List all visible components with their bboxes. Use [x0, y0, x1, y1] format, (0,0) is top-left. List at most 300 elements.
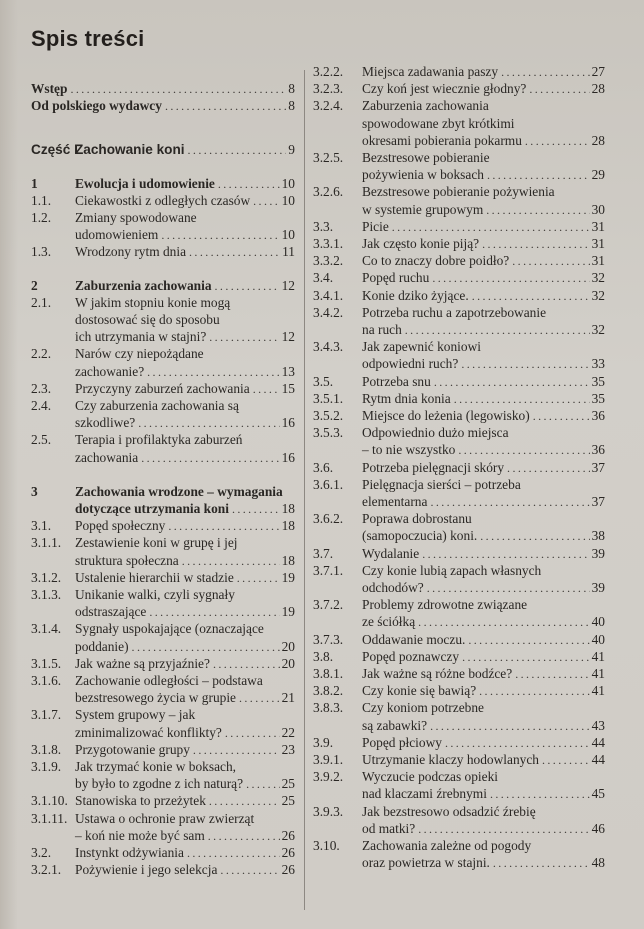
toc-entry-number: 3.5.3. [313, 425, 344, 441]
toc-entry-title: – koń nie może być sam [75, 827, 205, 843]
toc-entry-number: 3.2.6. [313, 184, 344, 200]
toc-page-number: 27 [591, 64, 605, 79]
toc-entry-title: dostosować się do sposobu [75, 311, 220, 327]
dot-leader [472, 288, 590, 305]
toc-entry-title: Stanowiska to przeżytek [75, 793, 206, 809]
toc-page-number: 23 [281, 741, 295, 757]
toc-page-number: 37 [591, 459, 605, 475]
dot-leader [454, 391, 590, 408]
toc-entry [313, 235, 605, 252]
dot-leader [209, 329, 279, 346]
toc-entry-title: System grupowy – jak [75, 707, 196, 723]
toc-entry-number: 3.7.2. [313, 597, 344, 613]
toc-page-number: 39 [591, 579, 605, 595]
dot-leader [213, 656, 280, 673]
toc-entry-title: okresami pobierania pokarmu [362, 132, 522, 148]
toc-entry-title: odstraszające [75, 604, 147, 620]
dot-leader [232, 501, 280, 518]
toc-entry-number: 1.2. [31, 210, 52, 225]
page-edge-shadow [0, 0, 18, 929]
toc-entry [313, 373, 605, 390]
toc-entry [313, 407, 605, 424]
toc-entry-title: Czy konie się bawią? [362, 683, 477, 699]
toc-entry [313, 665, 605, 682]
toc-entry [313, 338, 605, 372]
toc-entry-title: Narów czy niepożądane [75, 346, 204, 362]
toc-entry-title: Poprawa dobrostanu [362, 511, 472, 527]
dot-leader [482, 236, 589, 253]
dot-leader [430, 494, 589, 511]
toc-page-number: 13 [281, 363, 295, 379]
dot-leader [432, 270, 589, 287]
dot-leader [182, 553, 280, 570]
toc-entry [313, 837, 605, 871]
toc-entry-title: – to nie wszystko [362, 442, 456, 458]
toc-page-number: 19 [281, 604, 295, 620]
dot-leader [141, 450, 279, 467]
dot-leader [246, 776, 280, 793]
dot-leader [253, 193, 279, 210]
dot-leader [430, 718, 590, 735]
toc-entry-title: Ewolucja i udomowienie [75, 175, 215, 191]
toc-page-number: 29 [591, 167, 605, 183]
toc-entry-number: Część I [31, 142, 78, 158]
column-divider [304, 70, 305, 910]
toc-entry-number: 3.7. [313, 545, 334, 561]
toc-entry-title: zachowanie? [75, 363, 145, 379]
dot-leader [434, 374, 590, 391]
toc-entry [31, 534, 295, 568]
toc-entry-number: 3.1.4. [31, 621, 62, 637]
toc-entry-title: w systemie grupowym [362, 201, 484, 217]
toc-entry-number: 3.1.8. [31, 741, 62, 757]
toc-entry-title: zachowania [75, 449, 139, 465]
dot-leader [161, 227, 279, 244]
toc-page-number: 20 [281, 638, 295, 654]
toc-entry [313, 596, 605, 630]
dot-leader [209, 793, 280, 810]
toc-page-number: 35 [591, 390, 605, 406]
toc-entry-title: Sygnały uspokajające (oznaczające [75, 621, 264, 637]
toc-entry-number: 3.1.5. [31, 655, 62, 671]
dot-leader [138, 415, 279, 432]
toc-page-number: 20 [281, 655, 295, 671]
toc-entry-title: Popęd społeczny [75, 518, 166, 534]
dot-leader [253, 381, 280, 398]
toc-entry-number: 1 [31, 175, 38, 191]
toc-entry-title: struktura społeczna [75, 552, 179, 568]
dot-leader [480, 528, 589, 545]
toc-entry-number: 3.9. [313, 734, 334, 750]
dot-leader [422, 546, 589, 563]
toc-entry [313, 218, 605, 235]
toc-page-number: 18 [281, 552, 295, 568]
toc-entry-title: odchodów? [362, 579, 424, 595]
toc-entry [313, 648, 605, 665]
toc-entry-title: Wstęp [31, 81, 68, 96]
toc-entry [31, 243, 295, 260]
toc-entry-number: 3.9.2. [313, 769, 344, 785]
toc-entry-title: Potrzeba ruchu a zapotrzebowanie [362, 304, 547, 320]
toc-entry [313, 699, 605, 733]
dot-leader [189, 244, 280, 261]
toc-page-number: 38 [591, 528, 605, 544]
toc-entry [31, 192, 295, 209]
toc-entry-title: Wydalanie [362, 545, 420, 561]
toc-entry [31, 97, 295, 114]
toc-entry [313, 459, 605, 476]
toc-entry-number: 3.1. [31, 518, 52, 534]
dot-leader [458, 442, 589, 459]
toc-entry [313, 562, 605, 596]
toc-entry-title: Zaburzenia zachowania [362, 98, 489, 114]
toc-page-number: 19 [281, 569, 295, 585]
toc-entry-title: Ustalenie hierarchii w stadzie [75, 569, 234, 585]
toc-entry [31, 586, 295, 620]
toc-entry-title: Miejsce do leżenia (legowisko) [362, 408, 530, 423]
toc-entry-number: 3.8.2. [313, 683, 344, 699]
toc-entry-title: pożywienia w boksach [362, 167, 484, 183]
toc-entry [313, 97, 605, 149]
toc-entry [31, 758, 295, 792]
toc-entry [313, 734, 605, 751]
toc-entry-title: Zachowanie odległości – podstawa [75, 673, 263, 688]
dot-leader [501, 64, 590, 81]
toc-page-number: 41 [591, 648, 605, 664]
toc-page-number: 44 [591, 752, 605, 767]
dot-leader [515, 666, 589, 683]
toc-entry-number: 3.8.3. [313, 700, 344, 716]
toc-entry [313, 682, 605, 699]
toc-entry [31, 741, 295, 758]
toc-entry-title: Czy konie lubią zapach własnych [362, 562, 542, 578]
dot-leader [239, 690, 280, 707]
toc-entry [313, 304, 605, 338]
toc-entry [313, 80, 605, 97]
toc-entry-title: Zestawienie koni w grupę i jej [75, 535, 238, 551]
dot-leader [165, 98, 286, 115]
toc-entry [31, 431, 295, 465]
toc-page-number: 10 [281, 175, 295, 191]
toc-page-number: 18 [281, 500, 295, 516]
toc-entry-number: 3.8. [313, 648, 334, 664]
toc-entry-title: odpowiedni ruch? [362, 356, 459, 372]
toc-entry-number: 3.1.11. [31, 810, 68, 826]
dot-leader [208, 828, 280, 845]
toc-entry-number: 3.2.4. [313, 98, 344, 114]
dot-leader [168, 518, 279, 535]
toc-entry [313, 803, 605, 837]
toc-entry [313, 252, 605, 269]
toc-entry-title: Jak ważne są różne bodźce? [362, 666, 513, 681]
toc-entry-title: Potrzeba pielęgnacji skóry [362, 459, 505, 475]
toc-entry [313, 269, 605, 286]
toc-page-number: 43 [591, 717, 605, 733]
toc-entry-number: 3.1.1. [31, 535, 62, 551]
toc-entry-number: 2.3. [31, 380, 52, 396]
toc-page-number: 25 [281, 793, 295, 809]
toc-entry-title: są zabawki? [362, 717, 428, 733]
toc-page-number: 35 [591, 373, 605, 389]
toc-entry-title: Odpowiednio dużo miejsca [362, 425, 509, 441]
toc-entry [313, 631, 605, 648]
toc-entry [31, 483, 295, 517]
toc-entry [313, 424, 605, 458]
toc-entry [31, 277, 295, 294]
toc-page-number: 28 [591, 132, 605, 148]
toc-entry-title: Ustawa o ochronie praw zwierząt [75, 810, 255, 826]
toc-entry-title: Oddawanie moczu. [362, 631, 466, 647]
toc-entry [313, 476, 605, 510]
toc-entry-title: bezstresowego życia w grupie [75, 690, 236, 706]
toc-entry-title: Jak często konie piją? [362, 236, 480, 251]
toc-entry [31, 380, 295, 397]
toc-entry-number: 3.5.2. [313, 408, 344, 423]
toc-entry-number: 3.9.1. [313, 752, 344, 767]
toc-entry-title: Popęd ruchu [362, 270, 430, 286]
toc-entry-title: Przyczyny zaburzeń zachowania [75, 380, 250, 396]
toc-entry-number: 3.7.1. [313, 562, 344, 578]
toc-entry-title: Bezstresowe pobieranie pożywienia [362, 184, 555, 200]
toc-entry-title: Bezstresowe pobieranie [362, 150, 490, 165]
toc-entry-title: Zmiany spowodowane [75, 210, 197, 225]
toc-entry-number: 3.4.2. [313, 304, 344, 320]
toc-page-number: 8 [288, 98, 295, 114]
dot-leader [132, 639, 280, 656]
toc-entry-title: szkodliwe? [75, 415, 136, 431]
dot-leader [193, 742, 280, 759]
toc-entry-number: 3.8.1. [313, 666, 344, 681]
dot-leader [507, 460, 590, 477]
toc-entry [31, 397, 295, 431]
dot-leader [220, 862, 279, 879]
toc-entry-title: Picie [362, 218, 389, 234]
toc-page-number: 45 [591, 786, 605, 802]
toc-page-number: 26 [281, 827, 295, 843]
toc-entry-title: Problemy zdrowotne związane [362, 597, 528, 613]
dot-leader [392, 219, 590, 236]
toc-page-number: 25 [281, 776, 295, 792]
toc-entry-title: Wyczucie podczas opieki [362, 769, 499, 785]
toc-entry-number: 3.5. [313, 373, 334, 389]
toc-entry-title: Popęd poznawczy [362, 648, 460, 664]
toc-entry [313, 287, 605, 304]
dot-leader [70, 81, 286, 98]
toc-entry-title: Jak bezstresowo odsadzić źrebię [362, 803, 536, 819]
toc-page-number: 26 [281, 862, 295, 878]
toc-entry-title: Instynkt odżywiania [75, 845, 184, 860]
toc-entry-title: ich utrzymania w stajni? [75, 329, 207, 345]
toc-entry-title: od matki? [362, 820, 416, 836]
toc-entry [31, 80, 295, 97]
toc-entry [31, 209, 295, 243]
toc-entry-number: 3.2. [31, 845, 52, 860]
toc-page-number: 46 [591, 820, 605, 836]
toc-page-number: 9 [288, 142, 295, 158]
dot-leader [187, 845, 280, 862]
toc-entry-title: (samopoczucia) koni. [362, 528, 478, 544]
toc-page-number: 32 [591, 321, 605, 337]
toc-entry-number: 2.1. [31, 294, 52, 310]
dot-leader [418, 614, 589, 631]
toc-entry-title: Ciekawostki z odległych czasów [75, 192, 251, 208]
toc-entry [31, 569, 295, 586]
toc-page-number: 44 [591, 734, 605, 750]
dot-leader [427, 580, 590, 597]
toc-entry-title: udomowieniem [75, 227, 159, 243]
toc-entry-number: 3.5.1. [313, 390, 344, 406]
toc-page-number: 40 [591, 631, 605, 647]
toc-entry-title: Jak zapewnić koniowi [362, 339, 481, 355]
toc-entry [31, 345, 295, 379]
dot-leader [529, 81, 589, 98]
page-title: Spis treści [31, 26, 145, 51]
toc-entry [31, 810, 295, 844]
toc-entry [31, 861, 295, 878]
toc-entry-title: Czy koń jest wiecznie głodny? [362, 81, 527, 97]
toc-entry-number: 3.2.2. [313, 64, 344, 79]
dot-leader [405, 322, 590, 339]
toc-page-number: 16 [281, 449, 295, 465]
toc-entry-title: Przygotowanie grupy [75, 741, 190, 757]
toc-entry [313, 751, 605, 768]
toc-entry-number: 3.1.6. [31, 673, 62, 688]
toc-entry-title: ze ściółką [362, 614, 416, 630]
toc-entry-title: Miejsca zadawania paszy [362, 64, 499, 79]
toc-page-number: 36 [591, 408, 605, 423]
toc-entry-title: Pielęgnacja sierści – potrzeba [362, 476, 521, 492]
toc-entry [313, 768, 605, 802]
toc-page-number: 18 [281, 518, 295, 534]
toc-entry [313, 63, 605, 80]
toc-entry-number: 3.4.1. [313, 287, 344, 303]
toc-entry-number: 3.3.1. [313, 236, 344, 251]
toc-entry [313, 183, 605, 217]
toc-entry-title: Zachowanie koni [75, 142, 185, 158]
toc-entry-title: Co to znaczy dobre poidło? [362, 253, 510, 269]
toc-entry-title: Czy koniom potrzebne [362, 700, 484, 716]
toc-page-number: 22 [281, 724, 295, 740]
dot-leader [225, 725, 280, 742]
toc-entry-number: 3 [31, 483, 38, 499]
toc-page-number: 31 [591, 236, 605, 251]
toc-entry-number: 3.6.2. [313, 511, 344, 527]
toc-entry-number: 3.1.9. [31, 759, 62, 774]
toc-entry-title: Pożywienie i jego selekcja [75, 862, 218, 878]
toc-entry [313, 510, 605, 544]
toc-entry-title: dotyczące utrzymania koni [75, 500, 229, 516]
toc-entry-number: 3.2.3. [313, 81, 344, 97]
toc-entry-title: na ruch [362, 321, 402, 337]
toc-entry [31, 294, 295, 346]
dot-leader [493, 855, 590, 872]
toc-page-number: 10 [281, 227, 295, 243]
toc-page-number: 11 [282, 244, 295, 260]
toc-entry-title: by było to zgodne z ich naturą? [75, 776, 244, 792]
toc-entry [31, 175, 295, 192]
toc-entry-title: Od polskiego wydawcy [31, 98, 162, 114]
dot-leader [490, 786, 590, 803]
dot-leader [149, 604, 279, 621]
toc-entry [313, 149, 605, 183]
toc-page-number: 30 [591, 201, 605, 217]
toc-entry-title: Czy zaburzenia zachowania są [75, 398, 239, 413]
toc-entry [31, 517, 295, 534]
dot-leader [486, 202, 589, 219]
dot-leader [147, 364, 279, 381]
dot-leader [462, 649, 590, 666]
toc-entry-number: 3.1.2. [31, 569, 62, 585]
toc-page-number: 33 [591, 356, 605, 372]
toc-page-number: 31 [591, 218, 605, 234]
toc-page-number: 21 [281, 690, 295, 706]
toc-entry-number: 1.1. [31, 192, 52, 208]
toc-entry-title: Konie dziko żyjące. [362, 287, 469, 303]
toc-entry-title: Zaburzenia zachowania [75, 277, 212, 293]
toc-page-number: 41 [591, 683, 605, 699]
toc-page-number: 15 [281, 380, 295, 396]
toc-entry-number: 3.6.1. [313, 476, 344, 492]
toc-entry-title: Jak ważne są przyjaźnie? [75, 655, 210, 671]
toc-entry-number: 3.10. [313, 838, 340, 853]
dot-leader [468, 632, 589, 649]
toc-entry-number: 2.4. [31, 398, 52, 413]
toc-entry-title: zminimalizować konflikty? [75, 724, 222, 740]
toc-entry-title: Unikanie walki, czyli sygnały [75, 587, 235, 602]
toc-entry-title: Rytm dnia konia [362, 390, 451, 406]
toc-entry-title: poddanie) [75, 638, 129, 654]
toc-entry-number: 3.3.2. [313, 253, 344, 269]
toc-entry [31, 620, 295, 654]
toc-page-number: 10 [281, 192, 295, 208]
toc-entry-title: Terapia i profilaktyka zaburzeń [75, 432, 243, 448]
toc-page-number: 40 [591, 614, 605, 630]
toc-entry-title: Zachowania zależne od pogody [362, 838, 532, 853]
toc-page-number: 8 [288, 81, 295, 96]
toc-page-number: 39 [591, 545, 605, 561]
toc-page-number: 37 [591, 493, 605, 509]
toc-entry-number: 2 [31, 277, 38, 293]
dot-leader [418, 821, 589, 838]
dot-leader [525, 133, 590, 150]
toc-entry-number: 3.1.10. [31, 793, 68, 809]
toc-entry [31, 672, 295, 706]
toc-entry-number: 2.2. [31, 346, 52, 362]
dot-leader [542, 752, 590, 769]
toc-page-number: 26 [281, 845, 295, 860]
toc-page-number: 31 [591, 253, 605, 269]
toc-entry-number: 3.4.3. [313, 339, 344, 355]
dot-leader [445, 735, 590, 752]
toc-page-number: 16 [281, 415, 295, 431]
toc-entry-title: Wrodzony rytm dnia [75, 244, 187, 260]
dot-leader [237, 570, 280, 587]
toc-entry-number: 3.4. [313, 270, 334, 286]
toc-entry [31, 706, 295, 740]
toc-entry-title: Zachowania wrodzone – wymagania [75, 483, 283, 499]
toc-entry-title: Popęd płciowy [362, 734, 442, 750]
dot-leader [479, 683, 589, 700]
toc-entry-number: 1.3. [31, 244, 52, 260]
toc-entry [31, 792, 295, 809]
toc-entry-number: 3.1.3. [31, 587, 62, 602]
toc-page-number: 32 [591, 287, 605, 303]
toc-entry-number: 3.1.7. [31, 707, 62, 723]
dot-leader [533, 408, 590, 425]
toc-entry-number: 3.6. [313, 459, 334, 475]
toc-entry [31, 655, 295, 672]
toc-entry-title: nad klaczami źrebnymi [362, 786, 487, 802]
